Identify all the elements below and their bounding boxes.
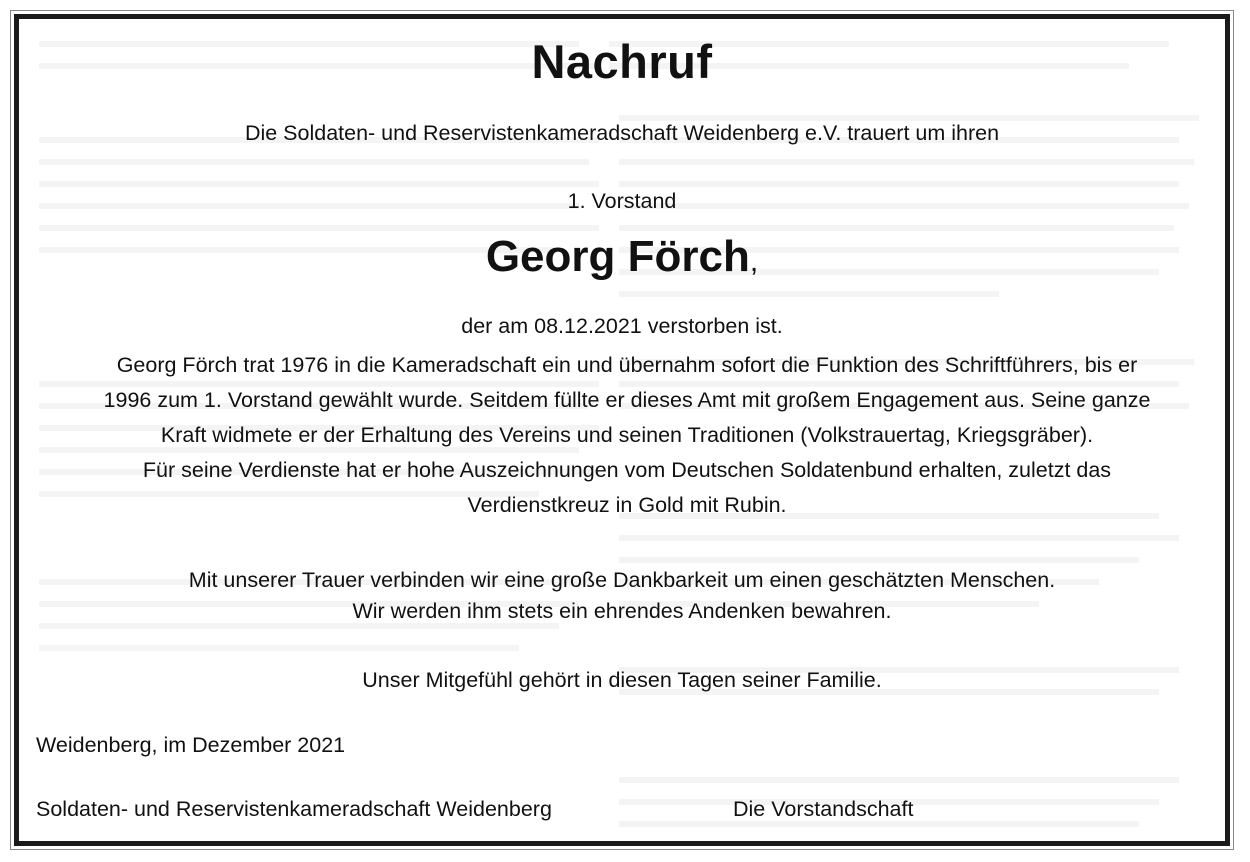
signature-board: Die Vorstandschaft [733,797,914,821]
biography-line: Für seine Verdienste hat er hohe Auszeichnungen vom Deutschen Soldatenbund erhalten, zuletzt das [142,458,1112,482]
death-date-line: der am 08.12.2021 verstorben ist. [461,314,783,338]
biography-paragraph [39,348,1215,523]
obituary-title: Nachruf [531,35,713,88]
obituary-frame [14,14,1230,846]
gratitude-line: Wir werden ihm stets ein ehrendes Andenken bewahren. [352,599,892,623]
gratitude-line: Mit unserer Trauer verbinden wir eine große Dankbarkeit um einen geschätzten Menschen. [188,568,1056,592]
biography-line: 1996 zum 1. Vorstand gewählt wurde. Seitdem füllte er dieses Amt mit großem Engagement aus. Seine ganze [103,388,1151,412]
role-line: 1. Vorstand [567,189,677,213]
deceased-name: Georg Förch [485,232,750,281]
biography-line: Georg Förch trat 1976 in die Kameradschaft ein und übernahm sofort die Funktion des Schriftführers, bis er [116,353,1138,377]
deceased-name-line [19,232,1225,282]
signature-organization: Soldaten- und Reservistenkameradschaft Weidenberg [36,797,552,821]
sympathy-line: Unser Mitgefühl gehört in diesen Tagen seiner Familie. [362,668,882,692]
intro-line: Die Soldaten- und Reservistenkameradschaft Weidenberg e.V. trauert um ihren [244,121,1000,145]
place-date: Weidenberg, im Dezember 2021 [36,733,346,757]
deceased-name-comma: , [749,245,759,278]
biography-line: Verdienstkreuz in Gold mit Rubin. [467,493,787,517]
biography-line: Kraft widmete er der Erhaltung des Vereins und seinen Traditionen (Volkstrauertag, Kriegsgräber). [160,423,1094,447]
